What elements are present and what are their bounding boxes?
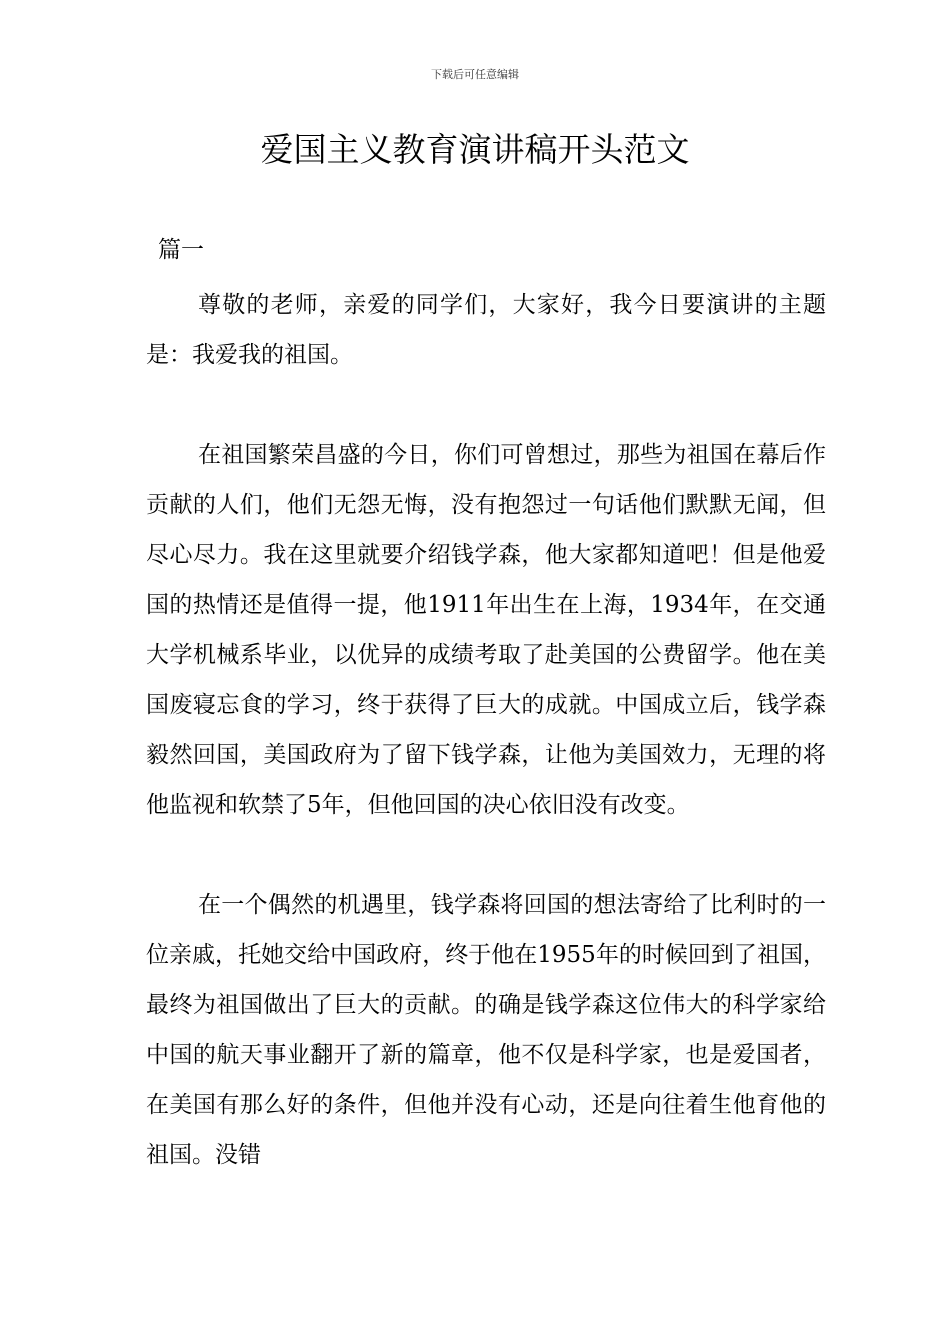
paragraph-3: 在一个偶然的机遇里，钱学森将回国的想法寄给了比利时的一位亲戚，托她交给中国政府，终于他在1955年的时候回到了祖国，最终为祖国做出了巨大的贡献。的确是钱学森这位伟大的科学家给中国的航天事业翻开了新的篇章，他不仅是科学家，也是爱国者，在美国有那么好的条件，但他并没有心动，还是向往着生他育他的祖国。没错 bbox=[146, 892, 826, 1168]
section-label: 篇一 bbox=[158, 237, 204, 263]
paragraph-2: 在祖国繁荣昌盛的今日，你们可曾想过，那些为祖国在幕后作贡献的人们，他们无怨无悔，没有抱怨过一句话他们默默无闻，但尽心尽力。我在这里就要介绍钱学森，他大家都知道吧！但是他爱国的热情还是值得一提，他1911年出生在上海，1934年，在交通大学机械系毕业，以优异的成绩考取了赴美国的公费留学。他在美国废寝忘食的学习，终于获得了巨大的成就。中国成立后，钱学森毅然回国，美国政府为了留下钱学森，让他为美国效力，无理的将他监视和软禁了5年，但他回国的决心依旧没有改变。 bbox=[146, 442, 826, 818]
header-note: 下载后可任意编辑 bbox=[431, 68, 519, 81]
paragraph-1: 尊敬的老师，亲爱的同学们，大家好，我今日要演讲的主题是：我爱我的祖国。 bbox=[146, 292, 826, 368]
document-title: 爱国主义教育演讲稿开头范文 bbox=[260, 130, 690, 169]
document-body bbox=[146, 280, 826, 1180]
